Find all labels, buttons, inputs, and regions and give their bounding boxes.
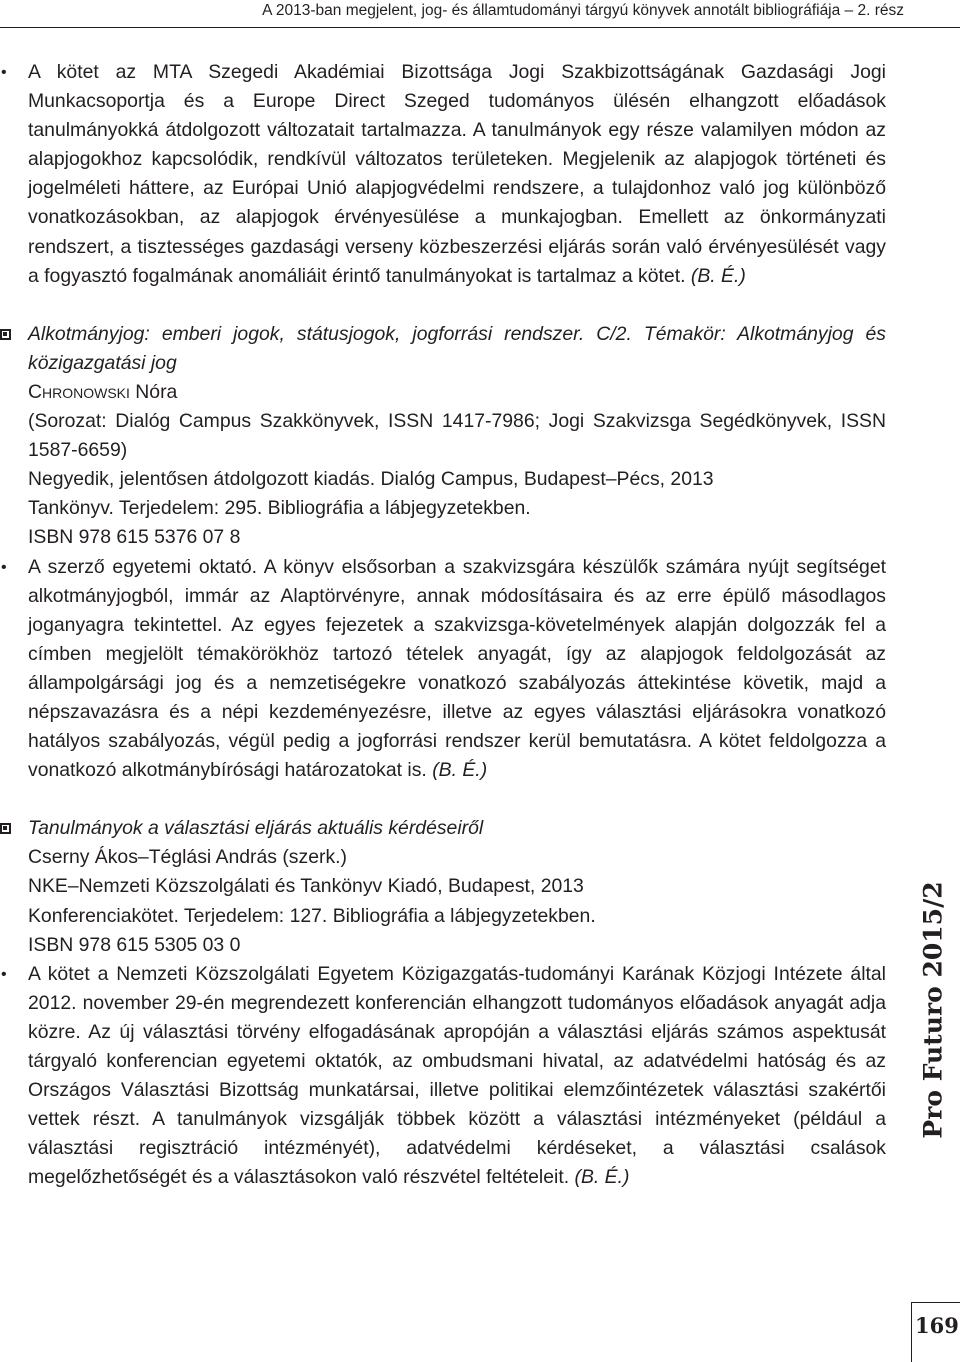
entry-title <box>28 814 886 843</box>
bibliography-entry <box>1 814 886 1192</box>
bullet-icon: • <box>1 965 7 983</box>
entry-annotation <box>1 553 886 786</box>
entry-annotation <box>1 960 886 1193</box>
running-header: A 2013-ban megjelent, jog- és államtudományi tárgyú könyvek annotált bibliográfiája – 2. rész <box>262 2 904 19</box>
author-surname: Chronowski <box>28 380 130 403</box>
annotation-text: A kötet a Nemzeti Közszolgálati Egyetem Közigazgatás-tudományi Karának Közjogi Intézete által 2012. november 29-én megrendezett konferencián elhangzott tudományos előadások anyagát adja közre. Az új választási törvény elfogadásának apropóján a választási eljárás számos aspektusát tárgyaló konferencian egyetemi oktatók, az ombudsmani hivatal, az adatvédelmi hatóság és az Országos Választási Bizottság munkatársai, illetve politikai elemzőintézetek választási szakértői vettek részt. A tanulmányok vizsgálják többek között a választási intézményeket (például a választási regisztráció intézményét), adatvédelmi kérdéseket, a választási csalások megelőzhetőségét és a választásokon való részvétel feltételeit. <box>28 962 886 1189</box>
entry-series: (Sorozat: Dialóg Campus Szakkönyvek, ISSN 1417-7986; Jogi Szakvizsga Segédkönyvek, ISSN 1587-6659) <box>28 410 886 462</box>
page-number: 169 <box>915 1313 959 1338</box>
entry-isbn: ISBN 978 615 5305 03 0 <box>28 933 241 956</box>
entry-author <box>28 378 886 407</box>
bullet-icon: • <box>1 558 7 576</box>
entry-title <box>28 320 886 378</box>
entry-marker-icon <box>0 823 11 834</box>
entry-type-extent: Tankönyv. Terjedelem: 295. Bibliográfia a lábjegyzetekben. <box>28 497 531 520</box>
annotation-text: A szerző egyetemi oktató. A könyv elsősorban a szakvizsgára készülők számára nyújt segítséget alkotmányjogból, immár az Alaptörvényre, annak módosításaira és az erre épülő másodlagos joganyagra tekintettel. Az egyes fejezetek a szakvizsga-követelmények alapján dolgozzák fel a címben megjelölt témakörökhöz tartozó tételek anyagát, így az alapjogok feldolgozását az állampolgársági jog és a nemzetiségekre vonatkozó szabályozás áttekintése követik, majd a népszavazásra és a népi kezdeményezésre, illetve az egyes választási eljárásokra vonatkozó hatályos szabályozás, végül pedig a jogforrási rendszer kerül bemutatásra. A kötet feldolgozza a vonatkozó alkotmánybírósági határozatokat is. <box>28 555 886 782</box>
page-content <box>1 58 886 1192</box>
entry-marker-icon <box>0 329 11 340</box>
journal-title-text: Pro Futuro 2015/2 <box>918 881 948 1139</box>
annotation-signature: (B. É.) <box>432 759 488 782</box>
annotation-signature: (B. É.) <box>690 264 746 287</box>
author-given-name: Nóra <box>135 380 178 403</box>
annotation-text: A kötet az MTA Szegedi Akadémiai Bizottsága Jogi Szakbizottságának Gazdasági Jogi Munkacsoportja és a Europe Direct Szeged tudományos ülésén elhangzott előadások tanulmányokká átdolgozott változatait tartalmazza. A tanulmányok egy része valamilyen módon az alapjogokhoz kapcsolódik, rendkívül változatos területeken. Megjelenik az alapjogok történeti és jogelméleti háttere, az Európai Unió alapjogvédelmi rendszere, a tulajdonhoz való jog különböző vonatkozásokban, az alapjogok érvényesülése a munkajogban. Emellett az önkormányzati rendszert, a tisztességes gazdasági verseny közbeszerzési eljárás során való érvényesülését vagy a fogyasztó fogalmának anomáliáit érintő tanulmányokat is tartalmaz a kötet. <box>28 61 886 287</box>
bullet-icon: • <box>1 64 7 81</box>
bibliography-entry <box>1 320 886 786</box>
entry-publisher: NKE–Nemzeti Közszolgálati és Tankönyv Kiadó, Budapest, 2013 <box>28 875 584 898</box>
entry-title-text: Alkotmányjog: emberi jogok, státusjogok, jogforrási rendszer. C/2. Témakör: Alkotmányjog és közigazgatási jog <box>28 322 886 374</box>
journal-side-title <box>915 845 951 1175</box>
entry-author: Cserny Ákos–Téglási András (szerk.) <box>28 846 347 869</box>
header-rule <box>0 27 960 28</box>
entry-edition: Negyedik, jelentősen átdolgozott kiadás. Dialóg Campus, Budapest–Pécs, 2013 <box>28 468 714 491</box>
entry-isbn: ISBN 978 615 5376 07 8 <box>28 526 241 549</box>
annotation-signature: (B. É.) <box>574 1166 630 1189</box>
entry-title-text: Tanulmányok a választási eljárás aktuális kérdéseiről <box>28 817 484 840</box>
continuation-annotation <box>1 58 886 291</box>
entry-type-extent: Konferenciakötet. Terjedelem: 127. Bibliográfia a lábjegyzetekben. <box>28 904 596 927</box>
spacer <box>28 785 886 814</box>
spacer <box>28 291 886 320</box>
